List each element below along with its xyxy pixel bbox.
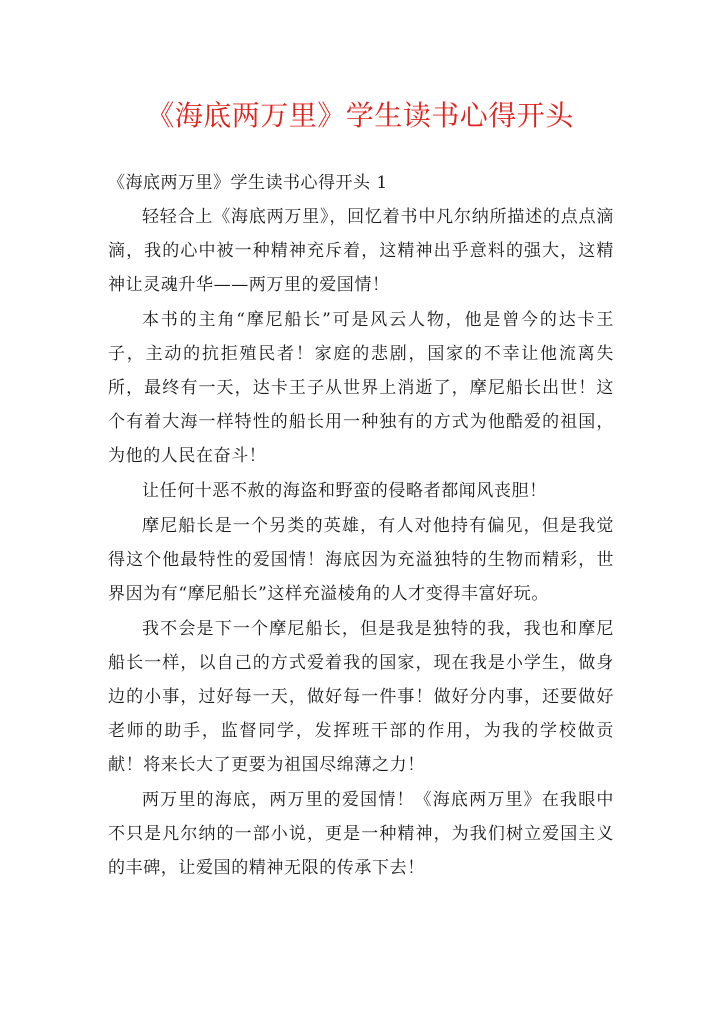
paragraph: 两万里的海底，两万里的爱国情！《海底两万里》在我眼中不只是凡尔纳的一部小说，更是一种精神，为我们树立爱国主义的丰碑，让爱国的精神无限的传承下去！ <box>108 790 614 878</box>
paragraph: 摩尼船长是一个另类的英雄，有人对他持有偏见，但是我觉得这个他最特性的爱国情！海底因为充溢独特的生物而精彩，世界因为有“摩尼船长”这样充溢棱角的人才变得丰富好玩。 <box>108 516 614 604</box>
document-body <box>108 200 614 886</box>
document-subtitle: 《海底两万里》学生读书心得开头 1 <box>108 173 388 193</box>
paragraph: 让任何十恶不赦的海盗和野蛮的侵略者都闻风丧胆！ <box>142 481 547 501</box>
paragraph: 本书的主角“摩尼船长”可是风云人物，他是曾今的达卡王子，主动的抗拒殖民者！家庭的悲剧，国家的不幸让他流离失所，最终有一天，达卡王子从世界上消逝了，摩尼船长出世！这个有着大海一样特性的船长用一种独有的方式为他酷爱的祖国，为他的人民在奋斗！ <box>108 310 614 466</box>
document-title: 《海底两万里》学生读书心得开头 <box>146 99 574 132</box>
paragraph: 轻轻合上《海底两万里》，回忆着书中凡尔纳所描述的点点滴滴，我的心中被一种精神充斥着，这精神出乎意料的强大，这精神让灵魂升华——两万里的爱国情！ <box>108 207 614 295</box>
paragraph: 我不会是下一个摩尼船长，但是我是独特的我，我也和摩尼船长一样，以自己的方式爱着我的国家，现在我是小学生，做身边的小事，过好每一天，做好每一件事！做好分内事，还要做好老师的助手，监督同学，发挥班干部的作用，为我的学校做贡献！将来长大了更要为祖国尽绵薄之力！ <box>108 619 614 775</box>
